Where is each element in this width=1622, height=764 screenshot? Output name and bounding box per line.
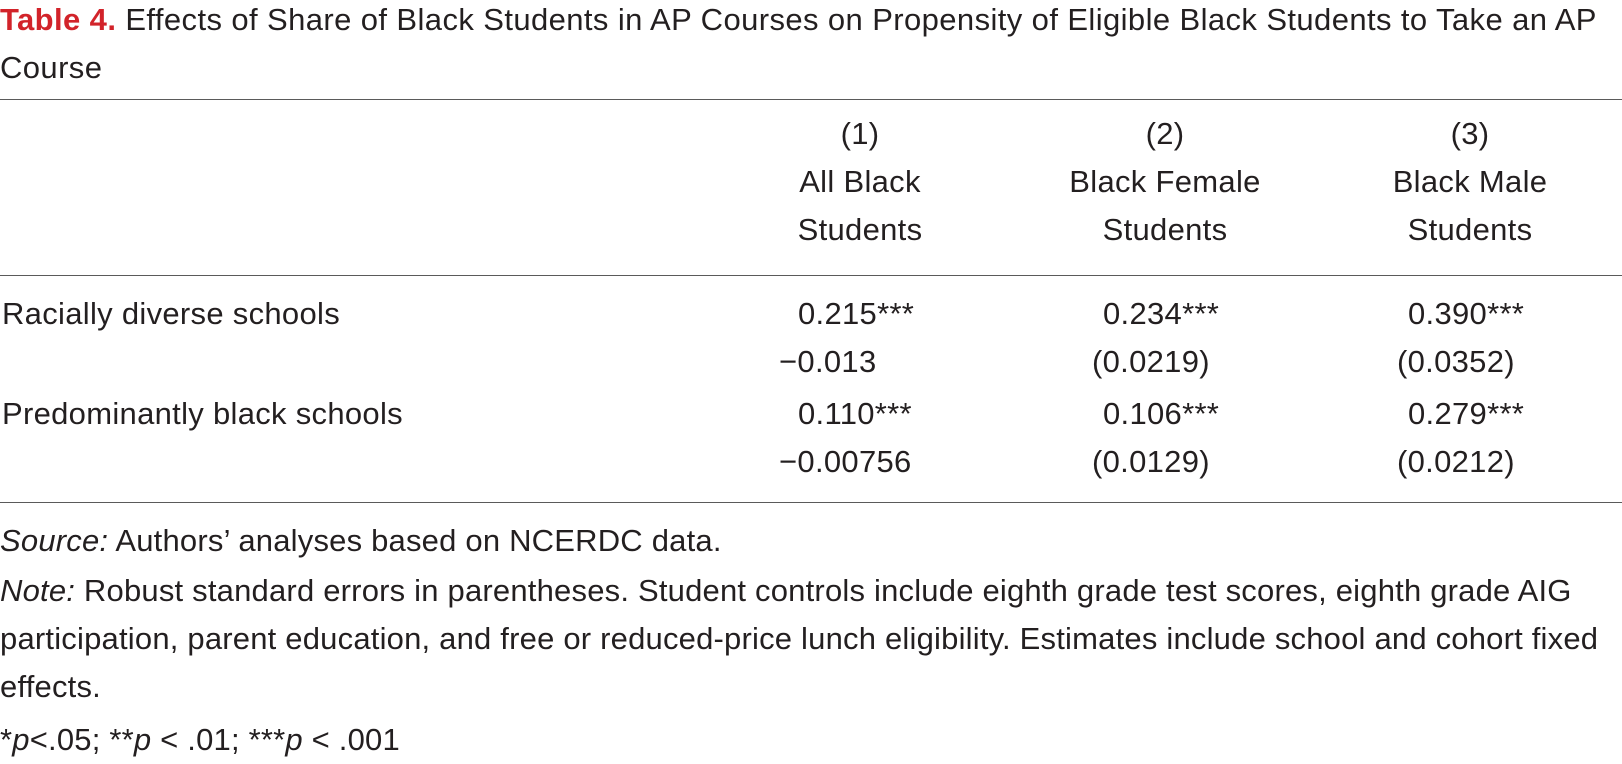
column-header-2-line1: Black Female: [1069, 164, 1261, 199]
table-cell-std-error: (0.0219): [1092, 344, 1210, 379]
sig-p: p: [133, 722, 152, 757]
sig-threshold: <.05;: [29, 722, 110, 757]
table-cell-std-error: (0.0352): [1397, 344, 1515, 379]
column-header-3-line1: Black Male: [1392, 164, 1548, 199]
bottom-rule: [0, 502, 1622, 503]
note-label: Note:: [0, 573, 76, 608]
significance-note: [0, 716, 1620, 764]
sig-threshold: < .01;: [151, 722, 249, 757]
source-label: Source:: [0, 523, 109, 558]
table-cell-std-error: −0.00756: [779, 444, 912, 479]
table-cell-estimate: 0.110***: [798, 396, 912, 431]
table-cell-estimate: 0.390***: [1408, 296, 1525, 331]
table-cell-estimate: 0.215***: [798, 296, 915, 331]
table-cell-estimate: 0.279***: [1408, 396, 1525, 431]
table-cell-std-error: (0.0129): [1092, 444, 1210, 479]
table-note: [0, 567, 1620, 711]
top-rule: [0, 99, 1622, 100]
column-header-1-line1: All Black: [799, 164, 921, 199]
column-header-2-line2: Students: [1102, 212, 1228, 247]
column-header-3-line2: Students: [1407, 212, 1533, 247]
row-label-racially-diverse: Racially diverse schools: [2, 296, 340, 331]
sig-star: *: [0, 722, 13, 757]
source-note: [0, 517, 1620, 565]
sig-threshold: < .001: [302, 722, 400, 757]
sig-star: **: [109, 722, 134, 757]
table-caption: [0, 0, 1615, 92]
column-header-2-number: (2): [1145, 116, 1185, 151]
sig-star: ***: [248, 722, 286, 757]
row-label-predominantly-black: Predominantly black schools: [2, 396, 403, 431]
source-text: Authors’ analyses based on NCERDC data.: [108, 523, 722, 558]
column-header-1-number: (1): [840, 116, 880, 151]
table-cell-estimate: 0.234***: [1103, 296, 1220, 331]
column-header-1-line2: Students: [797, 212, 923, 247]
table-title: Effects of Share of Black Students in AP Courses on Propensity of Eligible Black Students to Take an AP Course: [0, 2, 1597, 85]
table-cell-std-error: −0.013: [779, 344, 877, 379]
header-rule: [0, 275, 1622, 276]
sig-p: p: [12, 722, 30, 757]
note-text: Robust standard errors in parentheses. Student controls include eighth grade test scores, eighth grade AIG participation, parent education, and free or reduced-price lunch eligibility. Estimates include school and cohort fixed effects.: [0, 573, 1599, 704]
sig-p: p: [285, 722, 303, 757]
table-number-label: Table 4.: [0, 2, 117, 37]
table-cell-estimate: 0.106***: [1103, 396, 1220, 431]
table-cell-std-error: (0.0212): [1397, 444, 1515, 479]
column-header-3-number: (3): [1450, 116, 1490, 151]
